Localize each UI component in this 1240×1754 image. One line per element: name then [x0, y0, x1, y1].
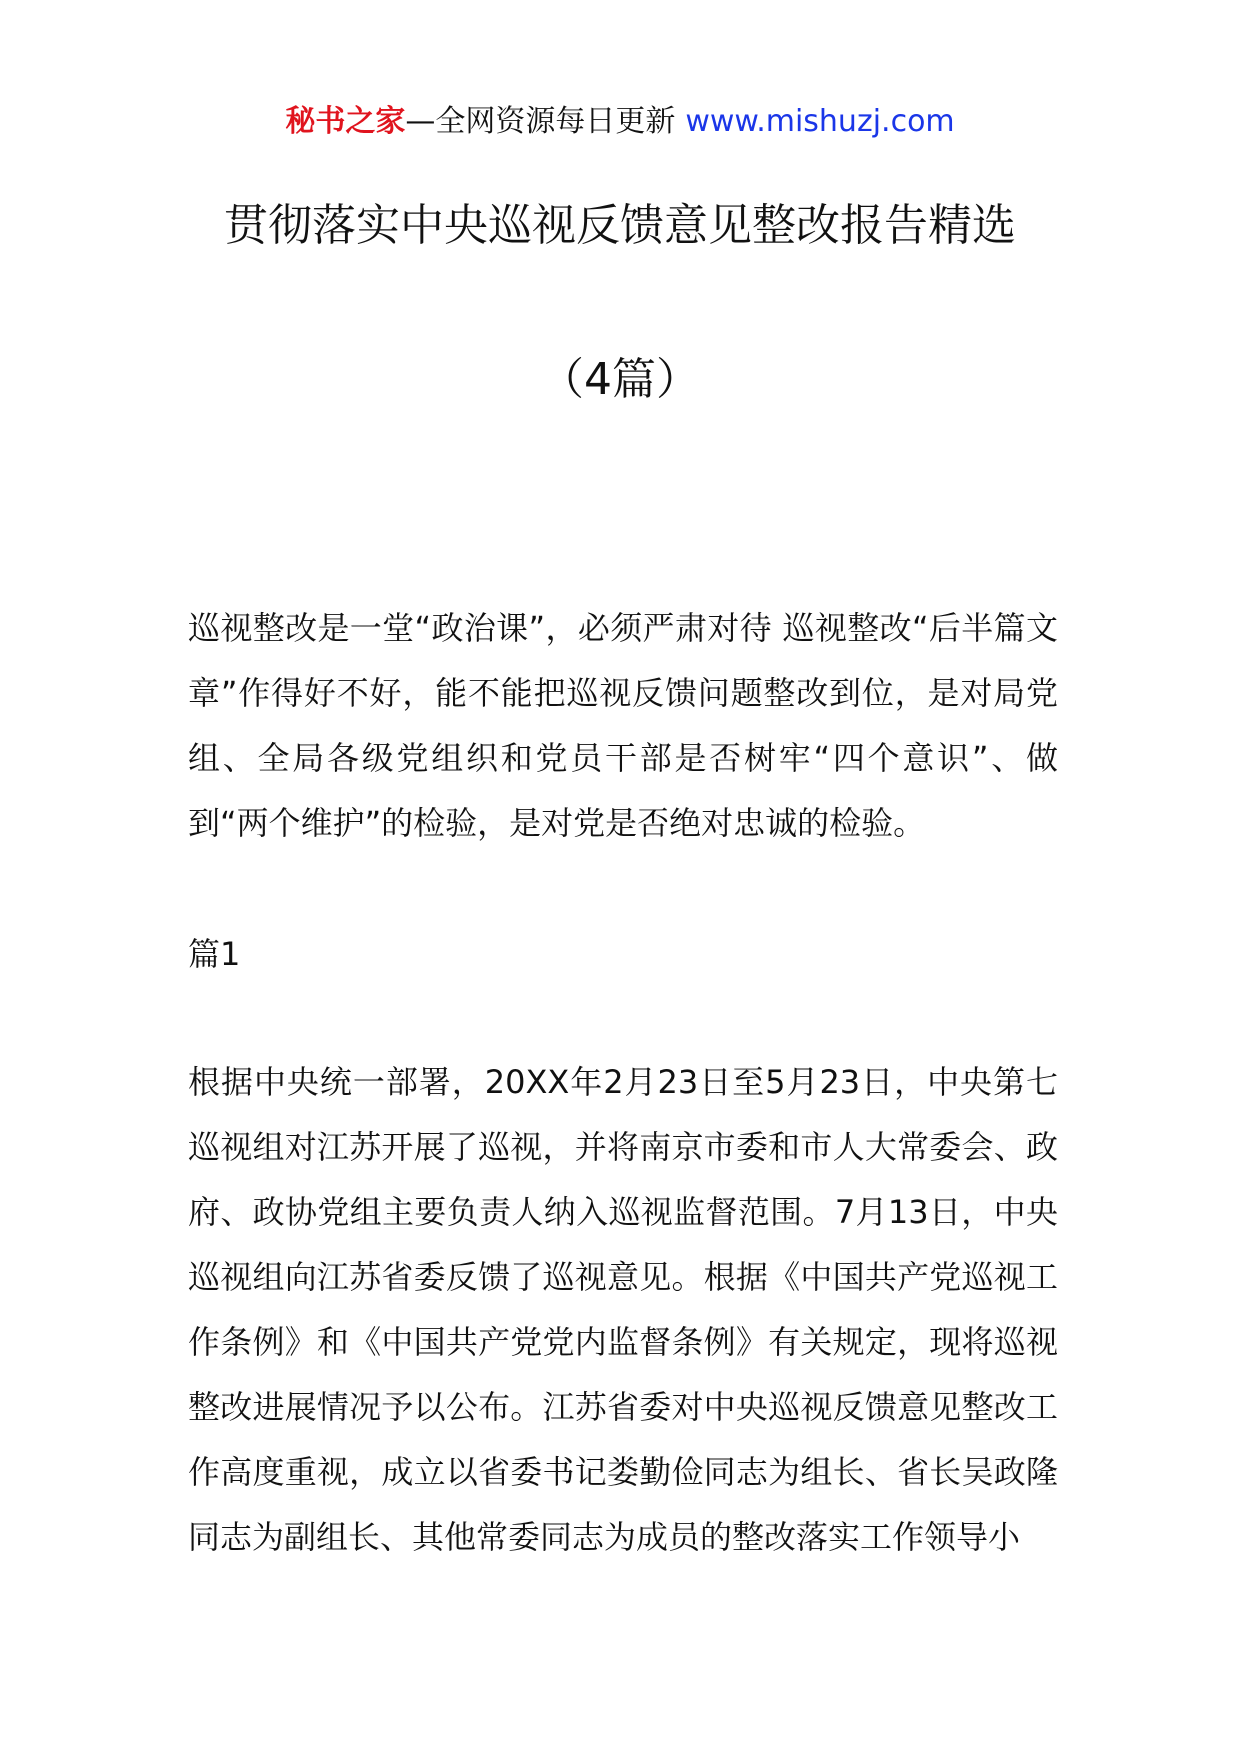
document-subtitle: （4篇） — [540, 354, 700, 405]
site-header — [0, 102, 1240, 142]
header-tagline: —全网资源每日更新 — [405, 104, 676, 139]
section-label: 篇1 — [188, 935, 241, 973]
brand-name: 秘书之家 — [285, 104, 406, 139]
site-url-link[interactable]: www.mishuzj.com — [685, 104, 955, 139]
intro-paragraph: 巡视整改是一堂“政治课”，必须严肃对待 巡视整改“后半篇文章”作得好不好，能不能把巡视反馈问题整改到位，是对局党组、全局各级党组织和党员干部是否树牢“四个意识”、做到“两个维护”的检验，是对党是否绝对忠诚的检验。 — [188, 609, 1058, 842]
document-title: 贯彻落实中央巡视反馈意见整改报告精选 — [224, 200, 1016, 251]
section-paragraph: 根据中央统一部署，20XX年2月23日至5月23日，中央第七巡视组对江苏开展了巡视，并将南京市委和市人大常委会、政府、政协党组主要负责人纳入巡视监督范围。7月13日，中央巡视组向江苏省委反馈了巡视意见。根据《中国共产党巡视工作条例》和《中国共产党党内监督条例》有关规定，现将巡视整改进展情况予以公布。江苏省委对中央巡视反馈意见整改工作高度重视，成立以省委书记娄勤俭同志为组长、省长吴政隆同志为副组长、其他常委同志为成员的整改落实工作领导小 — [188, 1063, 1058, 1556]
